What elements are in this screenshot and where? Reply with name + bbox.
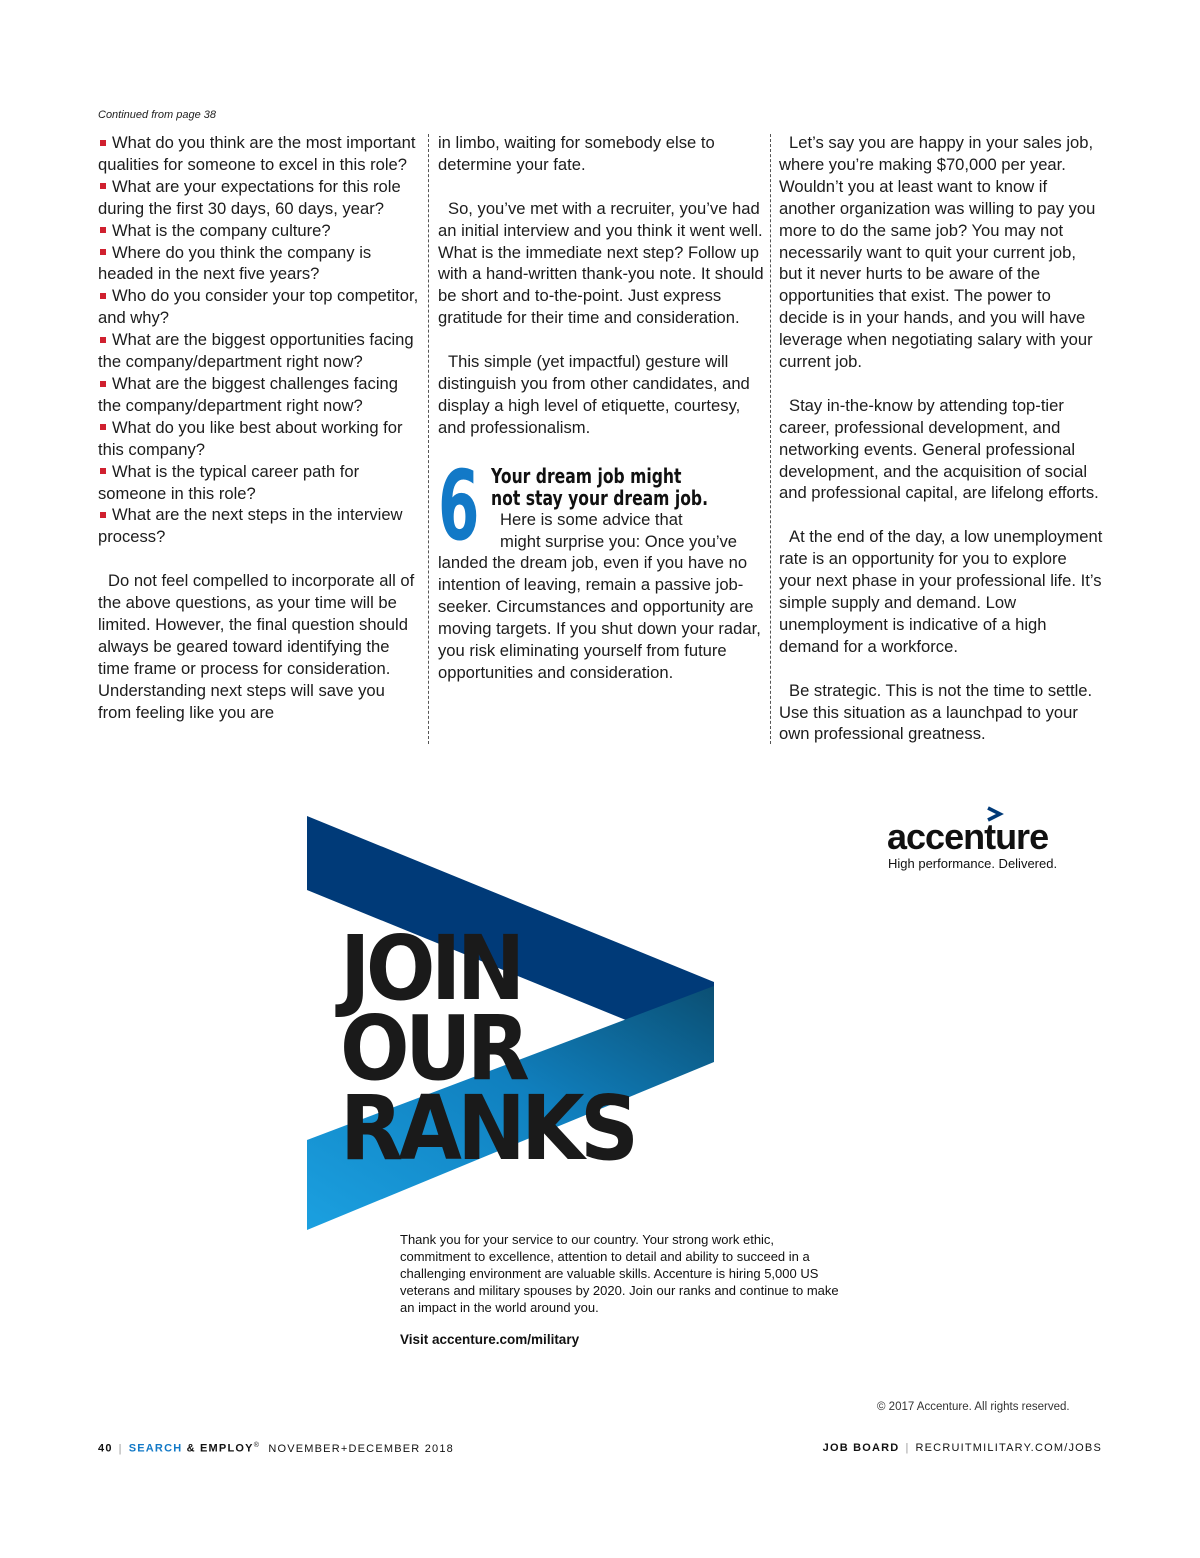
ad-link[interactable]: Visit accenture.com/military xyxy=(400,1332,580,1347)
question-item: What are the biggest opportunities facing the company/department right now? xyxy=(98,330,414,372)
registered-mark: ® xyxy=(253,1442,261,1449)
paragraph: Stay in-the-know by attending top-tier career, professional development, and networking events. General professional development, and the acquisition of social and professional capital, are lifelong efforts. xyxy=(779,395,1099,503)
continued-note: Continued from page 38 xyxy=(98,109,217,121)
page-number: 40 xyxy=(98,1442,113,1455)
brand-employ: & EMPLOY xyxy=(186,1442,254,1455)
paragraph: This simple (yet impactful) gesture will distinguish you from other candidates, and display a high level of etiquette, courtesy, and professionalism. xyxy=(438,352,750,437)
question-item: What do you like best about working for this company? xyxy=(98,417,403,459)
question-item: What is the company culture? xyxy=(98,220,422,242)
paragraph: landed the dream job, even if you have no intention of leaving, remain a passive job-seeker. Circumstances and opportunity are moving targets. If you shut down your radar, you risk eliminating yourself from future opportunities and consideration. xyxy=(438,553,761,682)
question-item: What are your expectations for this role during the first 30 days, 60 days, year? xyxy=(98,176,401,218)
paragraph: So, you’ve met with a recruiter, you’ve had an initial interview and you think it went well. What is the immediate next step? Follow up with a hand-written thank-you note. It should be short and to-the-point. Just express gratitude for their time and consideration. xyxy=(438,198,764,328)
brand-search: SEARCH xyxy=(128,1442,183,1455)
ad-copy: Thank you for your service to our country. Your strong work ethic, commitment to excellence, attention to detail and ability to succeed in a challenging environment are valuable skills. Accenture is hiring 5,000 US veterans and military spouses by 2020. Join our ranks and continue to make an impact in the world around you. xyxy=(400,1232,839,1315)
footer-url[interactable]: RECRUITMILITARY.COM/JOBS xyxy=(915,1442,1102,1454)
section-number: 6 xyxy=(438,449,480,562)
footer-left: 40 | SEARCH & EMPLOY® NOVEMBER+DECEMBER 2018 xyxy=(98,1442,454,1455)
question-item: Who do you consider your top competitor, and why? xyxy=(98,286,419,328)
ad-headline: JOIN OUR RANKS xyxy=(340,916,635,1180)
logo-tagline: High performance. Delivered. xyxy=(888,856,1058,871)
paragraph: At the end of the day, a low unemployment rate is an opportunity for you to explore your next phase in your professional life. It’s simple supply and demand. Low unemployment is indicative of a high demand for a workforce. xyxy=(779,527,1103,656)
question-item: What do you think are the most important qualities for someone to excel in this role? xyxy=(98,133,416,174)
section-title: Your dream job might not stay your dream job. xyxy=(491,463,709,510)
section-lead: might surprise you: Once you’ve xyxy=(500,531,738,551)
paragraph: Be strategic. This is not the time to settle. Use this situation as a launchpad to your own professional greatness. xyxy=(779,680,1093,744)
paragraph: Do not feel compelled to incorporate all of the above questions, as your time will be limited. However, the final question should always be geared toward identifying the time frame or process for consideration. Understanding next steps will save you from feeling like you are xyxy=(98,571,415,722)
question-item: What is the typical career path for someone in this role? xyxy=(98,461,360,503)
accenture-logo: accenture xyxy=(887,816,1049,857)
ad-copyright: © 2017 Accenture. All rights reserved. xyxy=(877,1401,1070,1413)
paragraph: Let’s say you are happy in your sales job, where you’re making $70,000 per year. Wouldn’t you at least want to know if another organization was willing to pay you more to do the same job? You may not necessarily want to quit your current job, but it never hurts to be aware of the opportunities that exist. The power to decide is in your hands, and you will have leverage when negotiating salary with your current job. xyxy=(779,133,1096,372)
footer-right: JOB BOARD | RECRUITMILITARY.COM/JOBS xyxy=(822,1442,1102,1454)
question-item: What are the biggest challenges facing the company/department right now? xyxy=(98,373,398,415)
question-item: What are the next steps in the interview process? xyxy=(98,505,403,547)
question-item: Where do you think the company is headed in the next five years? xyxy=(98,242,372,284)
section-name: JOB BOARD xyxy=(822,1442,900,1454)
paragraph: in limbo, waiting for somebody else to determine your fate. xyxy=(438,133,715,174)
section-lead: Here is some advice that xyxy=(500,509,683,529)
issue-date: NOVEMBER+DECEMBER 2018 xyxy=(268,1442,454,1455)
